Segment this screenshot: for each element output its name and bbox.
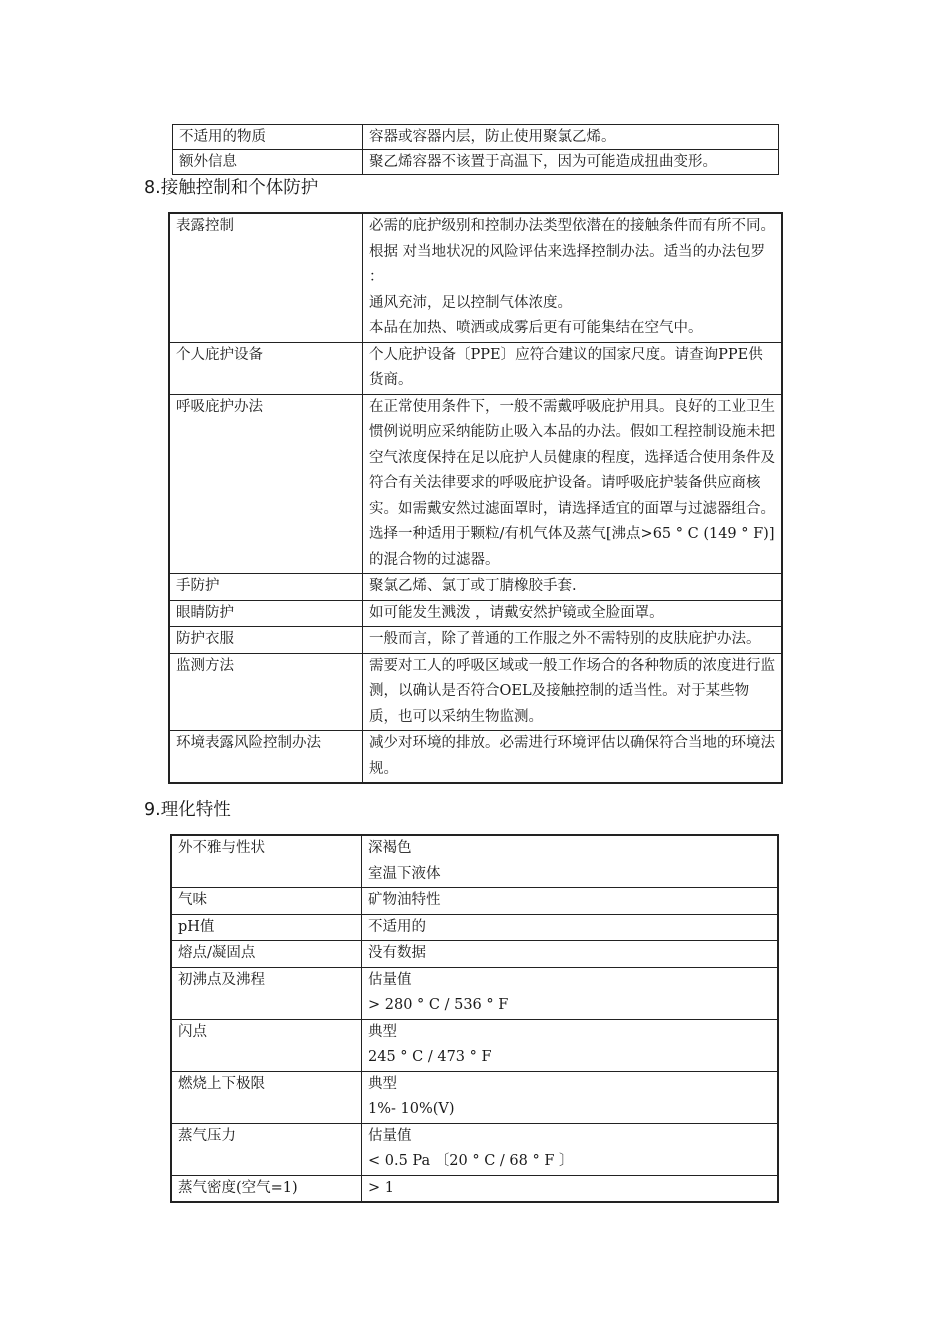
table-row xyxy=(173,150,779,175)
row-label: 呼吸庇护办法 xyxy=(169,394,363,574)
row-value: 矿物油特性 xyxy=(362,888,779,915)
table-row xyxy=(169,213,782,342)
row-label: 外不雅与性状 xyxy=(171,835,362,888)
table-row xyxy=(169,342,782,394)
row-value: 典型 1%- 10%(V) xyxy=(362,1071,779,1123)
row-label: 不适用的物质 xyxy=(173,125,363,150)
exposure-control-table xyxy=(168,212,783,784)
table-row xyxy=(171,1175,778,1202)
row-label: 眼睛防护 xyxy=(169,600,363,627)
table-row xyxy=(171,914,778,941)
row-label: 燃烧上下极限 xyxy=(171,1071,362,1123)
row-label: 蒸气密度(空气=1) xyxy=(171,1175,362,1202)
row-label: pH值 xyxy=(171,914,362,941)
row-label: 气味 xyxy=(171,888,362,915)
table-row xyxy=(171,888,778,915)
row-label: 防护衣服 xyxy=(169,627,363,654)
table-row xyxy=(169,627,782,654)
table-row xyxy=(171,1019,778,1071)
table-row xyxy=(173,125,779,150)
row-label: 表露控制 xyxy=(169,213,363,342)
row-label: 环境表露风险控制办法 xyxy=(169,731,363,784)
table-row xyxy=(171,1071,778,1123)
row-value: 深褐色 室温下液体 xyxy=(362,835,779,888)
section-9-heading: 9.理化特性 xyxy=(144,800,231,820)
row-value: 估量值 > 280 ° C / 536 ° F xyxy=(362,967,779,1019)
row-value: 典型 245 ° C / 473 ° F xyxy=(362,1019,779,1071)
row-value: 如可能发生溅泼 ，请戴安然护镜或全脸面罩。 xyxy=(363,600,783,627)
row-value: 不适用的 xyxy=(362,914,779,941)
row-value: 个人庇护设备〔PPE〕应符合建议的国家尺度。请查询PPE供货商。 xyxy=(363,342,783,394)
row-label: 监测方法 xyxy=(169,653,363,731)
row-value: 估量值 < 0.5 Pa 〔20 ° C / 68 ° F 〕 xyxy=(362,1123,779,1175)
table-row xyxy=(169,574,782,601)
table-row xyxy=(171,1123,778,1175)
table-row xyxy=(169,731,782,784)
row-value: 减少对环境的排放。必需进行环境评估以确保符合当地的环境法规。 xyxy=(363,731,783,784)
row-value: 必需的庇护级别和控制办法类型依潜在的接触条件而有所不同。根据 对当地状况的风险评估来选择控制办法。适当的办法包罗 ： 通风充沛，足以控制气体浓度。 本品在加热、喷洒或成雾后更有可能集结在空气中。 xyxy=(363,213,783,342)
row-label: 初沸点及沸程 xyxy=(171,967,362,1019)
table-row xyxy=(171,835,778,888)
table-row xyxy=(169,394,782,574)
row-label: 手防护 xyxy=(169,574,363,601)
table-row xyxy=(171,941,778,968)
row-label: 额外信息 xyxy=(173,150,363,175)
row-label: 闪点 xyxy=(171,1019,362,1071)
row-value: 容器或容器内层，防止使用聚氯乙烯。 xyxy=(363,125,779,150)
row-label: 蒸气压力 xyxy=(171,1123,362,1175)
table-row xyxy=(169,600,782,627)
row-value: 聚乙烯容器不该置于高温下，因为可能造成扭曲变形。 xyxy=(363,150,779,175)
row-value: 一般而言，除了普通的工作服之外不需特别的皮肤庇护办法。 xyxy=(363,627,783,654)
table-row xyxy=(171,967,778,1019)
section-8-heading: 8.接触控制和个体防护 xyxy=(144,178,319,198)
table-row xyxy=(169,653,782,731)
physical-properties-table xyxy=(170,834,779,1203)
row-value: 需要对工人的呼吸区域或一般工作场合的各种物质的浓度进行监测，以确认是否符合OEL及接触控制的适当性。对于某些物质，也可以采纳生物监测。 xyxy=(363,653,783,731)
row-value: > 1 xyxy=(362,1175,779,1202)
row-label: 个人庇护设备 xyxy=(169,342,363,394)
row-value: 聚氯乙烯、氯丁或丁腈橡胶手套. xyxy=(363,574,783,601)
storage-info-table xyxy=(172,124,779,175)
row-label: 熔点/凝固点 xyxy=(171,941,362,968)
row-value: 在正常使用条件下，一般不需戴呼吸庇护用具。良好的工业卫生惯例说明应采纳能防止吸入本品的办法。假如工程控制设施未把空气浓度保持在足以庇护人员健康的程度，选择适合使用条件及符合有关法律要求的呼吸庇护设备。请呼吸庇护装备供应商核实。如需戴安然过滤面罩时，请选择适宜的面罩与过滤器组合。选择一种适用于颗粒/有机气体及蒸气[沸点>65 ° C (149 ° F)]的混合物的过滤器。 xyxy=(363,394,783,574)
row-value: 没有数据 xyxy=(362,941,779,968)
